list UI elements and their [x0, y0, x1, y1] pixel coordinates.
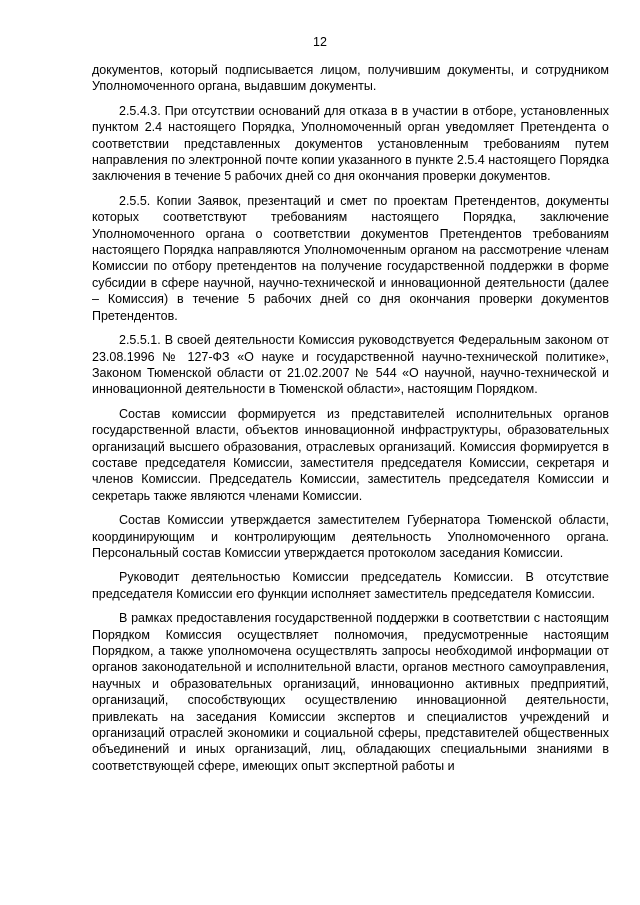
- paragraph-commission-powers: В рамках предоставления государственной поддержки в соответствии с настоящим Порядком Комиссия осуществляет полномочия, предусмотренные настоящим Порядком, а также уполномочена осуществлять запросы необходимой информации от органов законодательной и исполнительной власти, органов местного самоуправления, научных и образовательных организаций, инновационно активных предприятий, организаций, способствующих осуществлению инновационной деятельности, привлекать на заседания Комиссии экспертов и специалистов учреждений и организаций отраслей экономики и социальной сферы, представителей общественных объединений и иных организаций, лиц, обладающих специальными знаниями в соответствующей сфере, имеющих опыт экспертной работы и: [92, 611, 609, 773]
- paragraph-continuation: документов, который подписывается лицом, получившим документы, и сотрудником Уполномоченного органа, выдавшим документы.: [92, 63, 609, 94]
- page-number: 12: [313, 35, 327, 49]
- paragraph-2-5-5-1: 2.5.5.1. В своей деятельности Комиссия руководствуется Федеральным законом от 23.08.1996 № 127-ФЗ «О науке и государственной научно-технической политике», Законом Тюменской области от 21.02.2007 № 544 «О научной, научно-технической и инновационной деятельности в Тюменской области», настоящим Порядком.: [92, 333, 609, 397]
- paragraph-commission-composition: Состав комиссии формируется из представителей исполнительных органов государственной власти, объектов инновационной инфраструктуры, образовательных организаций высшего образования, отраслевых организаций. Комиссия формируется в составе председателя Комиссии, заместителя председателя Комиссии, секретаря и членов Комиссии. Председатель Комиссии, заместитель председателя Комиссии и секретарь также являются членами Комиссии.: [92, 406, 609, 503]
- document-body: [92, 62, 609, 774]
- paragraph-2-5-5: 2.5.5. Копии Заявок, презентаций и смет по проектам Претендентов, документы которых соответствуют требованиям настоящего Порядка, заключение Уполномоченного органа о соответствии документов Претендентов требованиям настоящего Порядка направляются Уполномоченным органом на рассмотрение членам Комиссии по отбору претендентов на получение государственной поддержки в форме субсидии в сфере научной, научно-технической и инновационной деятельности (далее – Комиссия) в течение 5 рабочих дней со дня окончания проверки документов Претендентов.: [92, 193, 609, 323]
- paragraph-2-5-4-3: 2.5.4.3. При отсутствии оснований для отказа в в участии в отборе, установленных пунктом 2.4 настоящего Порядка, Уполномоченный орган уведомляет Претендента о соответствии представленных документов установленным требованиям путем направления по электронной почте копии указанного в пункте 2.5.4 настоящего Порядка заключения в течение 5 рабочих дней со дня окончания проверки документов.: [92, 103, 609, 184]
- paragraph-commission-chair: Руководит деятельностью Комиссии председатель Комиссии. В отсутствие председателя Комиссии его функции исполняет заместитель председателя Комиссии.: [92, 570, 609, 601]
- paragraph-commission-approval: Состав Комиссии утверждается заместителем Губернатора Тюменской области, координирующим и контролирующим деятельность Уполномоченного органа. Персональный состав Комиссии утверждается протоколом заседания Комиссии.: [92, 513, 609, 560]
